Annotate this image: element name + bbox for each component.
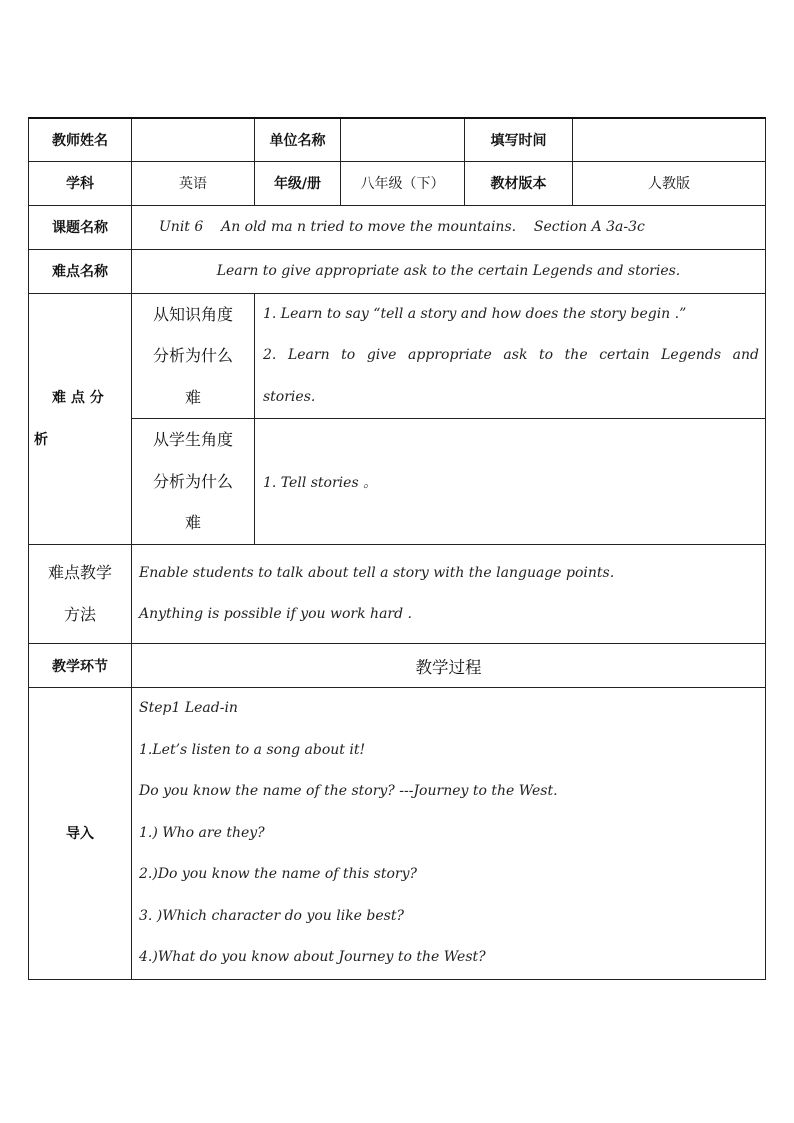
- grade-label: 年级/册: [255, 161, 341, 205]
- topic-row: [29, 205, 766, 249]
- student-label-line: 分析为什么: [152, 471, 233, 491]
- grade-value: 八年级（下）: [341, 161, 465, 205]
- unit-name-value: [341, 118, 465, 161]
- subject-value: 英语: [132, 161, 255, 205]
- student-item: 1. Tell stories 。: [263, 474, 378, 491]
- intro-line: 4.)What do you know about Journey to the West?: [139, 949, 486, 965]
- analysis-label: [29, 293, 132, 545]
- knowledge-angle-label: [132, 293, 255, 419]
- intro-line: Step1 Lead-in: [139, 700, 238, 716]
- subject-row: [29, 161, 766, 205]
- method-label-line: 难点教学: [47, 563, 112, 582]
- knowledge-label-line: 分析为什么: [152, 346, 233, 365]
- unit-name-label: 单位名称: [255, 118, 341, 161]
- method-content: [132, 545, 766, 644]
- knowledge-item: 1. Learn to say “tell a story and how does the story begin .”: [263, 305, 687, 322]
- textbook-value: 人教版: [573, 161, 766, 205]
- analysis-knowledge-row: [29, 293, 766, 419]
- teacher-name-label: 教师姓名: [29, 118, 132, 161]
- topic-value: Unit 6 An old ma n tried to move the mountains. Section A 3a-3c: [132, 205, 766, 249]
- method-line: Anything is possible if you work hard .: [139, 606, 412, 622]
- topic-label: 课题名称: [29, 205, 132, 249]
- intro-line: 2.)Do you know the name of this story?: [139, 866, 418, 882]
- process-header-row: [29, 644, 766, 688]
- student-content: [255, 419, 766, 545]
- analysis-label-line2: 析: [34, 431, 48, 448]
- stage-label: 教学环节: [29, 644, 132, 688]
- knowledge-content: [255, 293, 766, 419]
- intro-line: 1.Let’s listen to a song about it!: [139, 741, 366, 758]
- analysis-label-line1: 难 点 分: [52, 389, 104, 406]
- difficulty-label: 难点名称: [29, 249, 132, 293]
- intro-row: [29, 688, 766, 980]
- textbook-label: 教材版本: [465, 161, 573, 205]
- subject-label: 学科: [29, 161, 132, 205]
- intro-content: [132, 688, 766, 980]
- difficulty-row: [29, 249, 766, 293]
- intro-line: 1.) Who are they?: [139, 824, 265, 841]
- difficulty-value: Learn to give appropriate ask to the certain Legends and stories.: [132, 249, 766, 293]
- student-label-line: 难: [184, 513, 201, 533]
- knowledge-label-line: 从知识角度: [152, 304, 233, 324]
- intro-line: Do you know the name of the story? ---Journey to the West.: [139, 783, 558, 799]
- header-row: [29, 118, 766, 161]
- method-label: [29, 545, 132, 644]
- fill-date-label: 填写时间: [465, 118, 573, 161]
- method-label-line: 方法: [63, 605, 96, 624]
- method-line: Enable students to talk about tell a story with the language points.: [139, 564, 615, 581]
- intro-label: 导入: [29, 688, 132, 980]
- student-angle-label: [132, 419, 255, 545]
- lesson-plan-table: [28, 117, 766, 980]
- method-row: [29, 545, 766, 644]
- intro-line: 3. )Which character do you like best?: [139, 907, 404, 924]
- process-label: 教学过程: [132, 644, 766, 688]
- student-label-line: 从学生角度: [152, 430, 233, 450]
- teacher-name-value: [132, 118, 255, 161]
- knowledge-label-line: 难: [184, 387, 201, 407]
- fill-date-value: [573, 118, 766, 161]
- knowledge-item: 2. Learn to give appropriate ask to the certain Legends and stories.: [263, 347, 759, 405]
- analysis-student-row: [29, 419, 766, 545]
